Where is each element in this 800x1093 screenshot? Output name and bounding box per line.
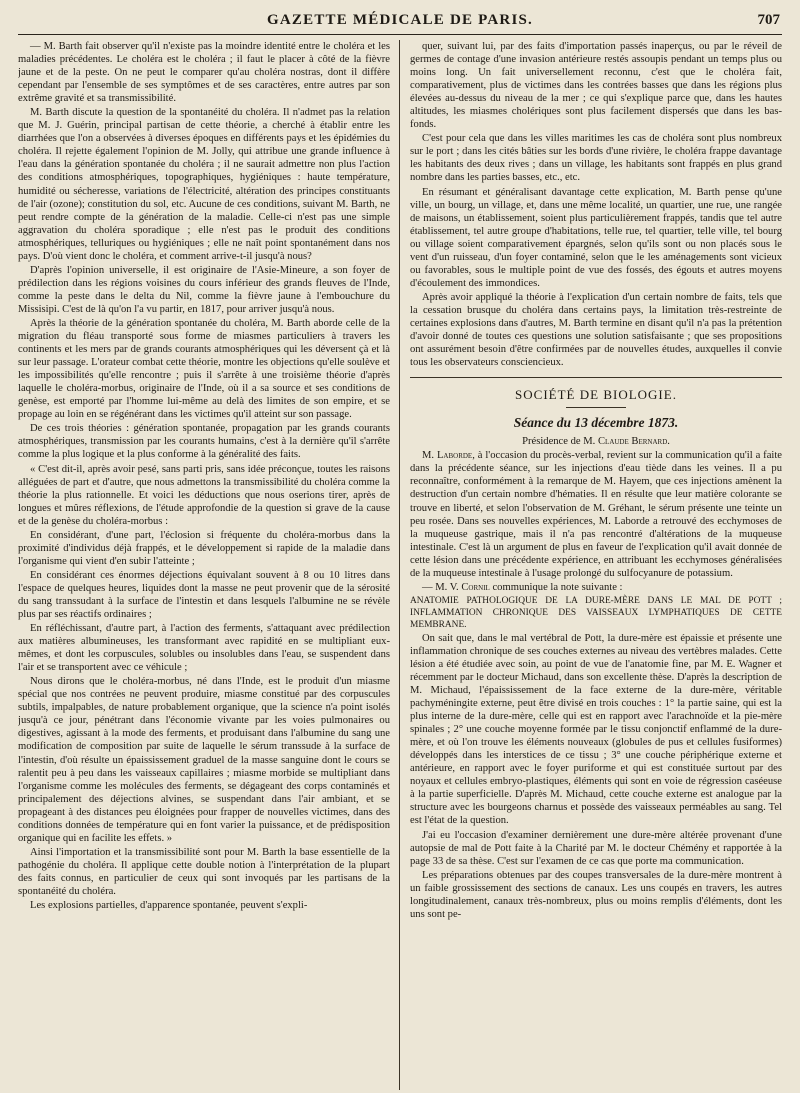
paragraph: quer, suivant lui, par des faits d'importation passés inaperçus, ou par le réveil de germes de contage d'une invasion antérieure restés assoupis pendant un temps plus ou moins long. Un fait universellement reconnu, c'est que le choléra fait, comparativement, plus de victimes dans les contrées basses que dans les régions plus élevées au-dessus du niveau de la mer ; ce qui s'explique parce que, dans les hautes altitudes, les miasmes cholériques sont plus facilement dispersés que dans les bas-fonds. bbox=[410, 41, 782, 131]
session-title: Séance du 13 décembre 1873. bbox=[513, 415, 679, 431]
paragraph: Les préparations obtenues par des coupes transversales de la dure-mère montrent à un faible grossissement des sections de canaux. Les uns coupés en travers, les autres longitudinalement, canaux très-nombreux, plus ou moins remplis d'éléments, dont les uns sont pe- bbox=[410, 869, 782, 920]
speaker-prefix: — M. V. bbox=[422, 581, 462, 593]
journal-title: GAZETTE MÉDICALE DE PARIS. bbox=[267, 12, 533, 28]
column-divider bbox=[399, 40, 400, 1090]
president-name: Claude Bernard bbox=[597, 436, 668, 448]
right-column bbox=[410, 40, 782, 1088]
page-number: 707 bbox=[757, 12, 780, 28]
speaker-name: M. Laborde bbox=[422, 450, 473, 462]
note-title: ANATOMIE PATHOLOGIQUE DE LA DURE-MÈRE DANS LE MAL DE POTT ; INFLAMMATION CHRONIQUE DES VAISSEAUX LYMPHATIQUES DE CETTE MEMBRANE. bbox=[410, 595, 782, 630]
paragraph: Ainsi l'importation et la transmissibilité sont pour M. Barth la base essentielle de la pathogénie du choléra. Il applique cette double notion à l'interprétation de la plupart des faits connus, en particulier de ceux qui sont invoqués par les partisans de la spontanéité du choléra. bbox=[18, 846, 390, 897]
paragraph: Après la théorie de la génération spontanée du choléra, M. Barth aborde celle de la migration du fléau transporté sous forme de miasmes particuliers à travers les continents et les mers par de grands courants atmosphériques qui les déversent çà et là sur leur passage. L'orateur combat cette théorie, montre les objections qu'elle soulève et les impossibilités qu'elle rencontre ; puis il s'arrête à une troisième théorie d'après laquelle le choléra-morbus, originaire de l'Inde, où il a sa source et ses conditions de genèse, est emporté par l'homme lui-même au delà des limites de son empire, et se propage au loin en se régénérant dans les victimes qu'il atteint sur son passage. bbox=[18, 317, 390, 421]
paragraph: En résumant et généralisant davantage cette explication, M. Barth pense qu'une ville, un bourg, un village, et, dans une même localité, un quartier, une rue, une rangée de maisons, un établissement, soient plus particulièrement frappés, tandis que tel autre établissement, tel autre groupe d'habitations, telle rue, tel quartier, telle ville, tel bourg ou village soient comparativement épargnés, selon qu'ils sont ou non placés sous le vent d'un ruisseau, d'un foyer contaminé, selon que le les aménagements sont vicieux ou favorables, sous le multiple point de vue des fossés, des égouts et autres moyens d'écoulement des immondices. bbox=[410, 186, 782, 289]
presidency-line bbox=[410, 435, 782, 448]
paragraph: Nous dirons que le choléra-morbus, né dans l'Inde, est le produit d'un miasme spécial que nos contrées ne peuvent produire, miasme constitué par des corpuscules subtils, impalpables, de nature probablement organique, que la science n'a point isolés jusqu'à ce jour, pénétrant dans l'économie vivante par les voies pulmonaires ou digestives, agissant à la mode des ferments, et produisant dans l'albumine du sang une modification de composition par suite de laquelle le sérum transsude à la surface de l'intestin, d'où résulte un épaississement graduel de la masse sanguine dont le cours se ralentit peu à peu dans les vaisseaux capillaires ; miasme morbide se multipliant dans l'organisme comme les molécules des ferments, se dégageant des corps contaminés et principalement des déjections alvines, se suspendant dans l'air ambiant, et se propageant à des distances peu éloignées pour frapper de nouvelles victimes, dans des conditions données de température qui en font varier la puissance, et de prédisposition organique qui en facilite les effets. » bbox=[18, 676, 390, 844]
heading-rule bbox=[566, 407, 626, 408]
paragraph: De ces trois théories : génération spontanée, propagation par les grands courants atmosphériques, transmission par les courants humains, c'est à la dernière qu'il s'arrête comme la plus logique et la plus conforme à la généralité des faits. bbox=[18, 423, 390, 461]
section-separator bbox=[410, 377, 782, 378]
paragraph: « C'est dit-il, après avoir pesé, sans parti pris, sans idée préconçue, toutes les raisons alléguées de part et d'autre, que nous admettons la transmissibilité du choléra comme la théorie la plus rationnelle. Et voici les déductions que nous oserions tirer, après de longues et mûres réflexions, de l'étude approfondie de la question si grave de la cause et de la genèse du choléra-morbus : bbox=[18, 463, 390, 527]
section-heading: SOCIÉTÉ DE BIOLOGIE. bbox=[515, 387, 677, 403]
presidency-prefix: Présidence de M. bbox=[522, 436, 598, 448]
left-column bbox=[18, 40, 390, 1088]
speaker-name: Cornil bbox=[461, 581, 490, 593]
paragraph-text: , à l'occasion du procès-verbal, revient sur la communication qu'il a faite dans la précédente séance, sur les injections d'eau tiède dans les veines. Il a pu reconnaître, conformément à la remarque de M. Hayem, que ces injections amènent la destruction d'un certain nombre d'hématies. Il en résulte que leur matière colorante se trouve en liberté, et selon l'observation de M. Gréhant, le sérum présente une teinte un peu rosée. Dans ses nouvelles expériences, M. Laborde a retrouvé des ecchymoses de la muqueuse gastrique, mais il n'a pas rencontré d'altérations de la muqueuse intestinale. C'est là un argument de plus en faveur de l'explication qu'il avait donnée de cette lésion dans une précédente expérience, en attribuant les ecchymoses généralisées de la muqueuse intestinale à l'usage prolongé du sulfocyanure de potassium. bbox=[410, 450, 782, 579]
paragraph: On sait que, dans le mal vertébral de Pott, la dure-mère est épaissie et présente une inflammation chronique de ses couches externes au niveau des vertèbres malades. Cette lésion a été étudiée avec soin, au point de vue de l'anatomie fine, par M. E. Wagner et récemment par le docteur Michaud, dans son excellente thèse. D'après la description de M. Michaud, l'épaississement de la face externe de la dure-mère, véritable pachyméningite externe, peut être divisé en trois couches : 1° la partie saine, qui est la plus interne de la dure-mère, celle qui est en rapport avec l'arachnoïde et la pie-mère spinales ; 2° une couche moyenne formée par le tissu conjonctif enflammé de la dure-mère, et où l'on trouve les éléments nouveaux (globules de pus et cellules fusiformes) développés dans les interstices de ce tissu ; 3° une couche périphérique externe et antérieure, en rapport avec le foyer puriforme et qui est constituée surtout par des noyaux et cellules embryo-plastiques, éléments qui sont en voie de régression caséeuse à la partie superficielle. D'après M. Michaud, cette couche externe est analogue par la structure avec les bourgeons charnus et possède des vaisseaux perméables au sang. Tel est l'état de la question. bbox=[410, 632, 782, 827]
page-header bbox=[18, 8, 782, 35]
paragraph: — M. Barth fait observer qu'il n'existe pas la moindre identité entre le choléra et les maladies précédentes. Le choléra est le choléra ; il faut le placer à côté de la fièvre jaune et de la peste. On ne peut le comparer qu'au choléra nostras, dont il diffère cependant par l'ensemble de ses symptômes et de ses caractères, entre autres par son extrême gravité et sa transmissibilité. bbox=[18, 41, 390, 105]
paragraph: En considérant, d'une part, l'éclosion si fréquente du choléra-morbus dans la proximité d'individus déjà frappés, et le développement si rapide de la maladie dans l'organisme qui vient d'en subir l'atteinte ; bbox=[18, 529, 390, 567]
paragraph: En considérant ces énormes déjections équivalant souvent à 8 ou 10 litres dans l'espace de quelques heures, liquides dont la masse ne peut provenir que de la sérosité du sang transsudant à la surface de l'intestin et dans lesquels l'albumine ne se révèle plus par ses réactifs ordinaires ; bbox=[18, 569, 390, 621]
paragraph: M. Barth discute la question de la spontanéité du choléra. Il n'admet pas la relation que M. J. Guérin, principal partisan de cette théorie, a cherché à établir entre les diarrhées que l'on a observées à diverses époques en différents pays et les épidémies du choléra. Il rejette également l'opinion de M. Jolly, qui attribue une grande influence à l'eau dans la génération spontanée du choléra ; il ne saurait admettre non plus l'action des conditions atmosphériques, topographiques, hygiéniques : haute température, humidité ou sécheresse, variations de l'électricité, altération des principes constituants de l'air (ozone); constitution du sol, etc. Aucune de ces conditions, suivant M. Barth, ne peut rendre compte de la génération de la maladie. Celle-ci n'est pas une simple aggravation du choléra sporadique ; elle n'est pas le produit des conditions atmosphériques, telluriques ou hygiéniques ; elle ne naît point spontanément dans nos pays. D'où vient donc le choléra, et comment arrive-t-il jusqu'à nous? bbox=[18, 107, 390, 262]
paragraph-text: communique la note suivante : bbox=[489, 581, 623, 593]
paragraph: Les explosions partielles, d'apparence spontanée, peuvent s'expli- bbox=[30, 900, 308, 912]
presidency-suffix: . bbox=[667, 436, 670, 448]
paragraph bbox=[410, 581, 782, 594]
paragraph: C'est pour cela que dans les villes maritimes les cas de choléra sont plus nombreux sur le port ; dans les cités bâties sur les bords d'une rivière, le choléra frappe davantage les habitants des deux rives ; dans un village, les habitants sont frappés en plus grand nombre dans les parties basses, etc., etc. bbox=[410, 133, 782, 184]
paragraph: En réfléchissant, d'autre part, à l'action des ferments, s'attaquant avec prédilection aux matières albumineuses, les transformant avec rapidité en se multipliant eux-mêmes, et dont les corpuscules, solubles ou insolubles dans l'eau, se suspendent dans l'air et se transportent avec ce véhicule ; bbox=[18, 623, 390, 674]
paragraph bbox=[410, 449, 782, 579]
paragraph: D'après l'opinion universelle, il est originaire de l'Asie-Mineure, a son foyer de prédilection dans les régions voisines du cours inférieur des grands fleuves de l'Inde, comme la peste dans le delta du Nil, comme la fièvre jaune à l'embouchure du Missisipi. C'est de là qu'on l'a vu partir, en 1817, pour arriver jusqu'à nous. bbox=[18, 264, 390, 315]
paragraph: J'ai eu l'occasion d'examiner dernièrement une dure-mère altérée provenant d'une autopsie de mal de Pott faite à la Charité par M. le docteur Chémény et rapportée à la page 33 de sa thèse. C'est sur l'examen de ce cas que porte ma communication. bbox=[410, 829, 782, 867]
paragraph: Après avoir appliqué la théorie à l'explication d'un certain nombre de faits, tels que la cessation brusque du choléra dans certains pays, la limitation très-restreinte de certaines explosions dans d'autres, M. Barth termine en disant qu'il n'a pas la prétention d'avoir donné de toutes ces questions une solution satisfaisante ; que ses propositions ont assurément besoin d'être confirmées par de nouvelles études, auxquelles il convie tous les observateurs consciencieux. bbox=[410, 291, 782, 369]
